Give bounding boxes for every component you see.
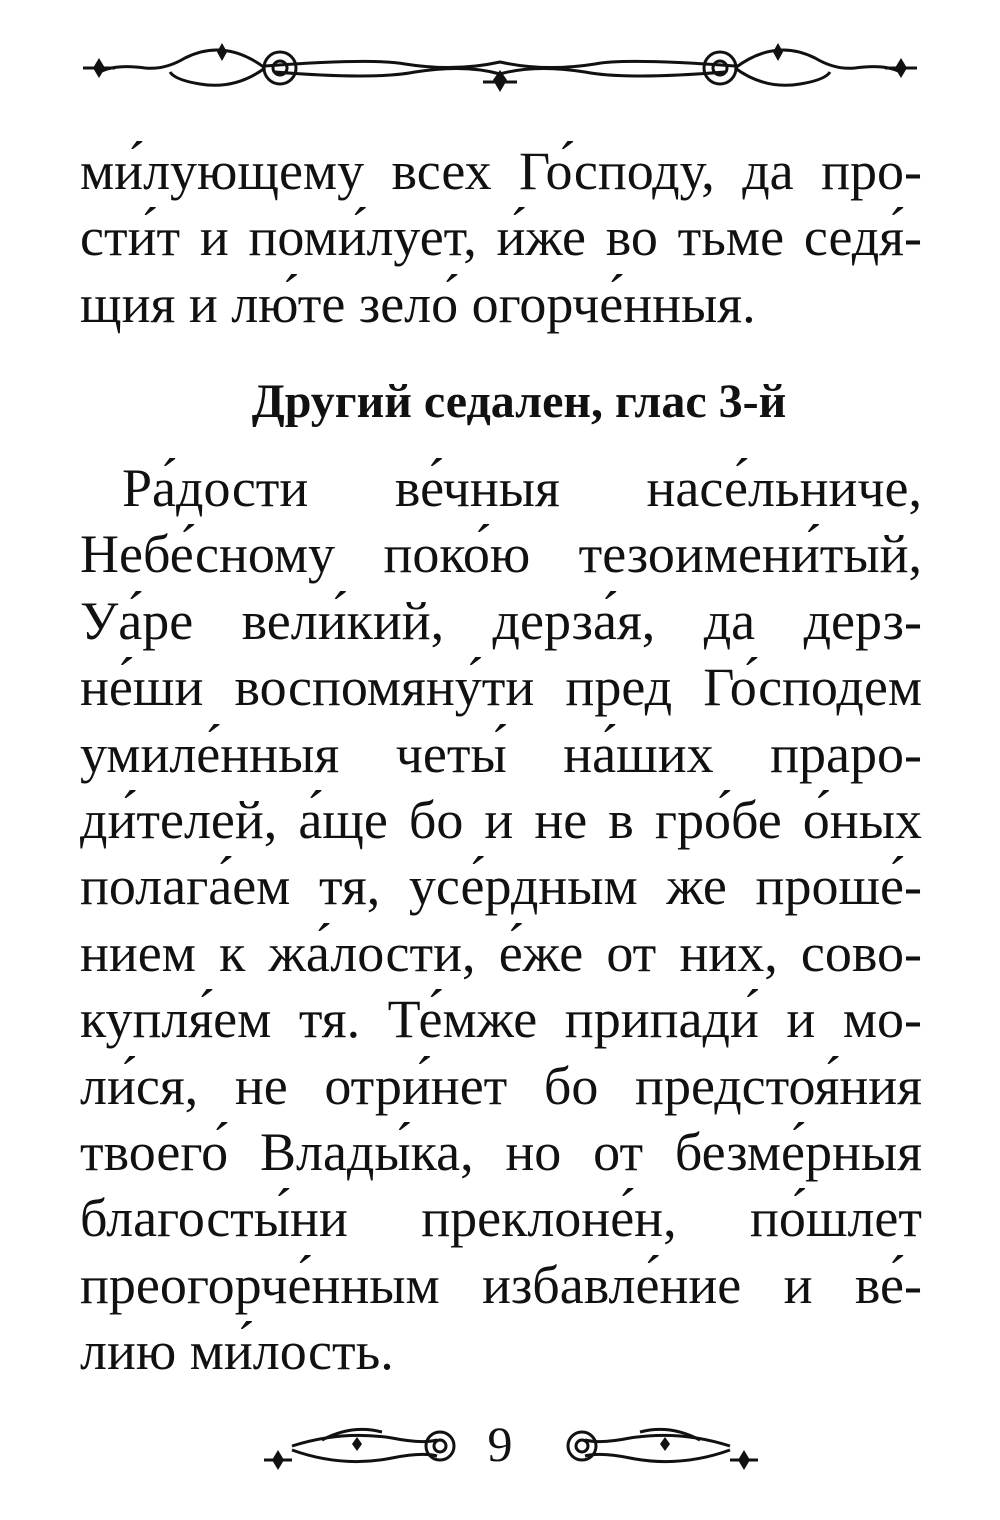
text-line: Уа́ре вели́кий, дерза́я, да дерз-: [80, 590, 922, 651]
text-line: полага́ем тя, усе́рдным же проше́-: [80, 856, 922, 917]
text-line: умиле́нныя четы́ на́ших праро-: [80, 723, 922, 784]
floral-scroll-left-icon: [262, 1410, 472, 1480]
text-line: преогорче́нным избавле́ние и ве́-: [80, 1254, 922, 1315]
top-ornament: [75, 28, 925, 108]
floral-scroll-right-icon: [550, 1410, 760, 1480]
paragraph-2: [80, 455, 922, 1384]
text-line: лию ми́лость.: [80, 1321, 394, 1382]
paragraph-1: [80, 138, 922, 337]
text-line: Ра́дости ве́чныя насе́льниче,: [122, 458, 922, 518]
text-line: не́ши воспомяну́ти пред Го́сподем: [80, 657, 922, 718]
page-footer: [0, 1408, 1000, 1488]
text-line: щия и лю́те зело́ огорче́нныя.: [80, 273, 756, 334]
page-number: 9: [487, 1416, 513, 1472]
text-line: нием к жа́лости, е́же от них, сово-: [80, 922, 922, 983]
text-line: ли́ся, не отри́нет бо предстоя́ния: [80, 1055, 922, 1116]
text-line: ди́телей, а́ще бо и не в гро́бе о́ных: [80, 789, 922, 850]
section-heading: Другий седален, глас 3-й: [251, 375, 787, 428]
text-line: сти́т и поми́лует, и́же во тьме седя́-: [80, 207, 922, 268]
text-line: купля́ем тя. Те́мже припади́ и мо-: [80, 989, 922, 1050]
text-line: Небе́сному поко́ю тезоимени́тый,: [80, 524, 922, 585]
text-line: благосты́ни преклоне́н, по́шлет: [80, 1188, 922, 1249]
decorative-floral-rule-icon: [75, 28, 925, 108]
text-line: твоего́ Влады́ка, но от безме́рныя: [80, 1121, 922, 1182]
text-line: ми́лующему всех Го́споду, да про-: [80, 141, 922, 201]
